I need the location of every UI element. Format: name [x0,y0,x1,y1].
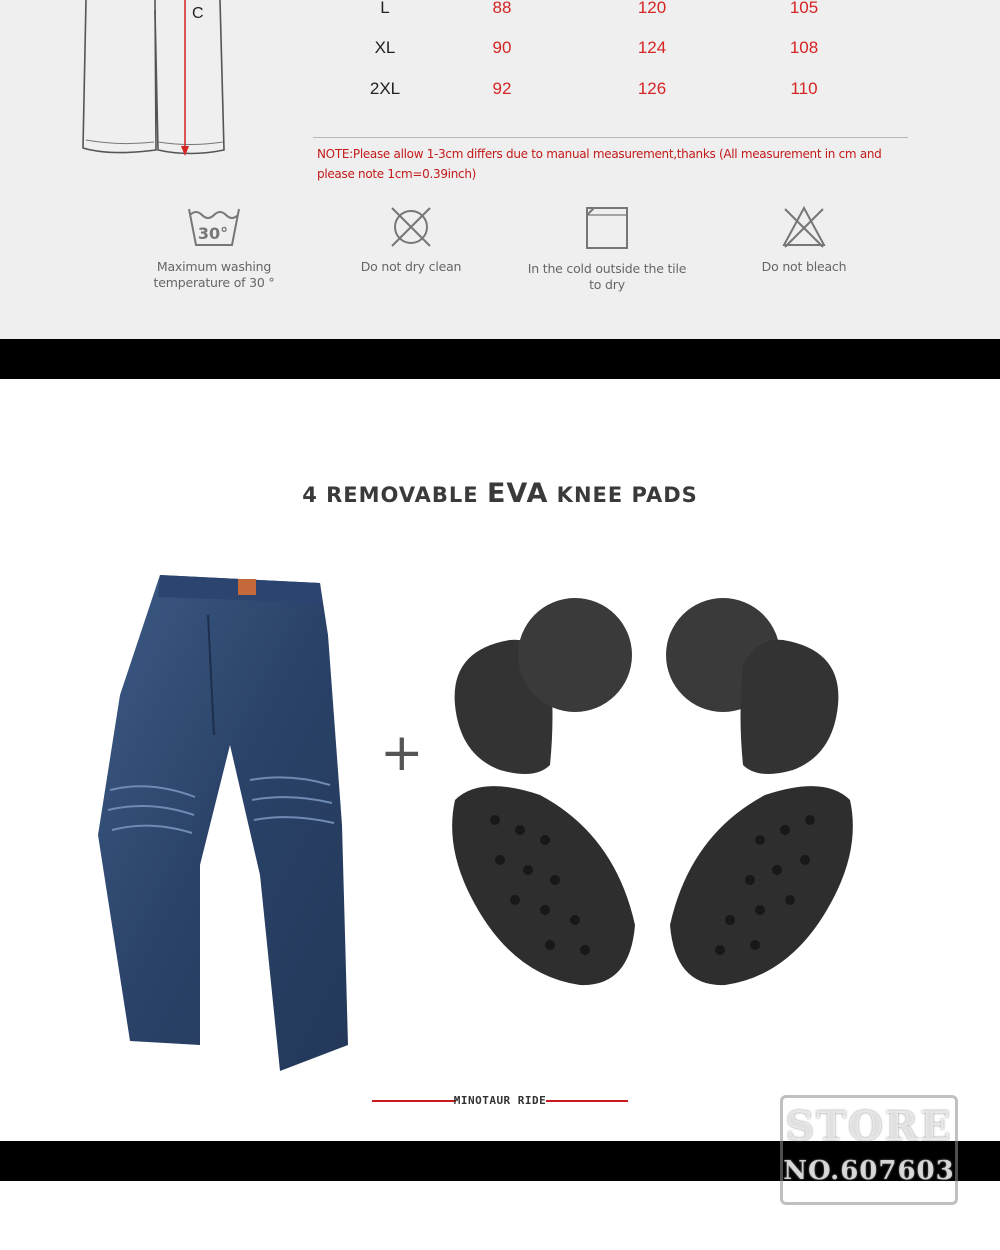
measurement-note: NOTE:Please allow 1-3cm differs due to manual measurement,thanks (All measurement in cm and please note 1cm=0.39inch) [317,147,882,181]
svg-text:30°: 30° [197,224,229,243]
measure-cell: 120 [637,0,667,17]
care-label: Maximum washing temperature of 30 ° [153,259,275,290]
store-watermark-line2: NO.607603 [783,1156,955,1186]
section-title: 4 REMOVABLE EVA KNEE PADS [302,478,698,509]
divider [313,137,908,138]
care-label: In the cold outside the tile to dry [527,261,687,292]
size-row-xl [330,38,890,68]
no-dry-clean-icon [389,205,433,249]
dry-in-shade-icon [584,205,630,251]
store-watermark-line1: STORE [785,1103,953,1150]
care-no-dry-clean [331,205,491,275]
plus-sign: + [380,723,424,783]
measure-cell: 88 [492,0,512,17]
care-wash-30 [134,205,294,291]
measure-cell: 105 [789,0,819,17]
store-watermark [780,1095,958,1205]
measure-cell: 92 [492,79,512,98]
size-cell: XL [374,38,396,57]
measure-cell: 90 [492,38,512,57]
measure-cell: 108 [789,38,819,57]
care-no-bleach [724,205,884,275]
measure-cell: 110 [790,79,818,98]
size-cell: L [380,0,390,17]
section-separator [0,339,1000,379]
wash-30-icon [186,205,242,249]
knee-pads-image [440,595,865,990]
no-bleach-icon [781,205,827,249]
care-label: Do not dry clean [360,259,462,274]
measure-cell: 124 [637,38,667,57]
care-dry-in-shade [527,205,687,293]
measure-cell: 126 [637,79,667,98]
size-row-l [330,0,890,28]
size-chart-section [0,0,1000,339]
brand-mark [372,1093,628,1109]
care-label: Do not bleach [761,259,847,274]
pants-diagram-icon [70,0,240,165]
size-cell: 2XL [369,79,401,98]
brand-text: MINOTAUR RIDE [453,1094,547,1107]
size-row-2xl [330,79,890,109]
diagram-label-c: C [192,5,204,22]
jeans-product-image [90,575,360,1075]
